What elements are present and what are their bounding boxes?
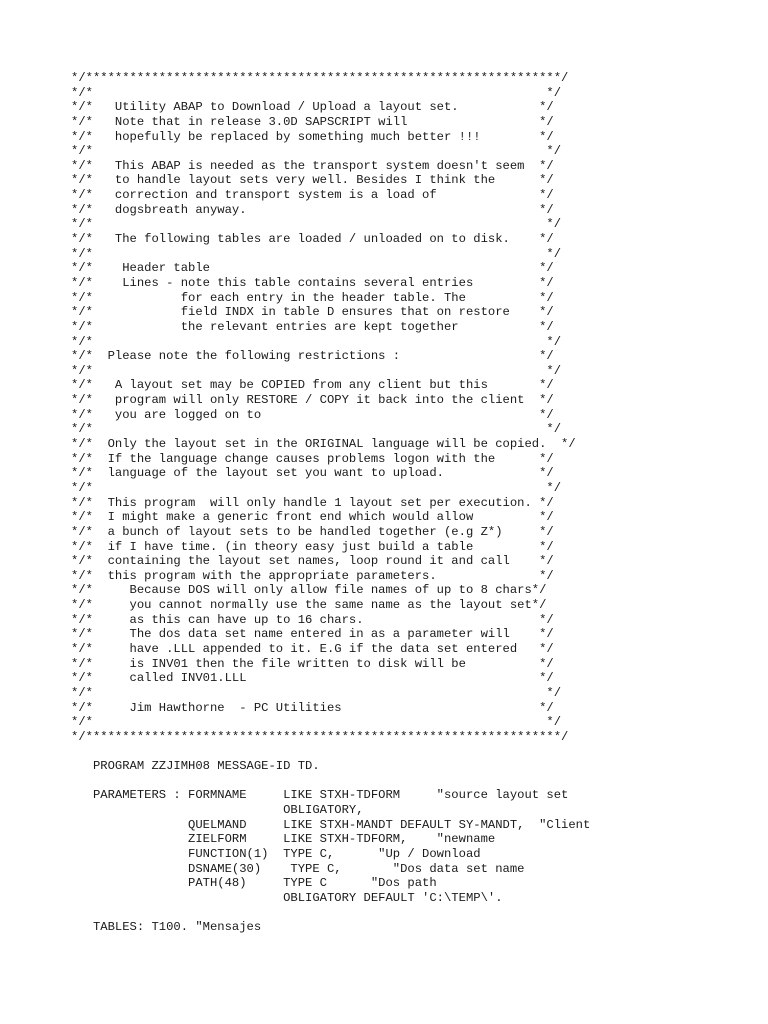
code-line: */* dogsbreath anyway. */	[71, 202, 554, 217]
abap-source-listing	[71, 71, 761, 935]
code-line: */* the relevant entries are kept together */	[71, 319, 554, 334]
code-line: */* have .LLL appended to it. E.G if the data set entered */	[71, 641, 554, 656]
code-line: */* I might make a generic front end which would allow */	[71, 510, 554, 525]
code-line: */* If the language change causes problems logon with the */	[71, 451, 554, 466]
code-line	[71, 744, 761, 759]
code-line: PATH(48) TYPE C "Dos path	[71, 876, 437, 891]
code-line: DSNAME(30) TYPE C, "Dos data set name	[71, 861, 525, 876]
code-line: */* */	[71, 246, 562, 261]
code-line: */* is INV01 then the file written to disk will be */	[71, 656, 554, 671]
code-line: PARAMETERS : FORMNAME LIKE STXH-TDFORM "source layout set	[71, 788, 569, 803]
code-line: */* Because DOS will only allow file names of up to 8 chars*/	[71, 583, 547, 598]
code-line: FUNCTION(1) TYPE C, "Up / Download	[71, 846, 481, 861]
code-line: */* */	[71, 217, 562, 232]
code-line: */* containing the layout set names, loop round it and call */	[71, 554, 554, 569]
code-line: */* This ABAP is needed as the transport system doesn't seem */	[71, 158, 554, 173]
code-line: */* */	[71, 715, 562, 730]
code-line: */* */	[71, 363, 562, 378]
code-line: */* hopefully be replaced by something much better !!! */	[71, 129, 554, 144]
code-line: PROGRAM ZZJIMH08 MESSAGE-ID TD.	[71, 759, 320, 774]
code-line: ZIELFORM LIKE STXH-TDFORM, "newname	[71, 832, 496, 847]
code-line: */* Only the layout set in the ORIGINAL language will be copied. */	[71, 437, 576, 452]
code-line: */* Please note the following restrictions : */	[71, 349, 554, 364]
code-line: */* */	[71, 422, 562, 437]
code-line: */* */	[71, 480, 562, 495]
code-line: */* this program with the appropriate parameters. */	[71, 568, 554, 583]
code-line: */* Jim Hawthorne - PC Utilities */	[71, 700, 554, 715]
code-line: OBLIGATORY,	[71, 803, 364, 818]
code-line: */* Note that in release 3.0D SAPSCRIPT will */	[71, 114, 554, 129]
code-line: OBLIGATORY DEFAULT 'C:\TEMP\'.	[71, 890, 503, 905]
code-line: */* language of the layout set you want to upload. */	[71, 466, 554, 481]
code-line: */* The dos data set name entered in as a parameter will */	[71, 627, 554, 642]
code-line: */* a bunch of layout sets to be handled together (e.g Z*) */	[71, 524, 554, 539]
code-line: */* The following tables are loaded / unloaded on to disk. */	[71, 232, 554, 247]
code-line: QUELMAND LIKE STXH-MANDT DEFAULT SY-MANDT, "Client	[71, 817, 591, 832]
code-line: */* */	[71, 144, 562, 159]
code-line: */* This program will only handle 1 layout set per execution. */	[71, 495, 554, 510]
code-line: */* correction and transport system is a load of */	[71, 188, 554, 203]
code-line: */* A layout set may be COPIED from any client but this */	[71, 378, 554, 393]
code-line: */* for each entry in the header table. The */	[71, 290, 554, 305]
code-line: */* Utility ABAP to Download / Upload a layout set. */	[71, 100, 554, 115]
code-line: */* field INDX in table D ensures that on restore */	[71, 305, 554, 320]
code-line: */* to handle layout sets very well. Besides I think the */	[71, 173, 554, 188]
code-line: */* */	[71, 685, 562, 700]
document-page	[71, 71, 761, 935]
code-line: */*****************************************************************/	[71, 71, 569, 85]
code-line: */* as this can have up to 16 chars. */	[71, 612, 554, 627]
code-line	[71, 906, 761, 921]
code-line	[71, 774, 761, 789]
code-line: */* */	[71, 334, 562, 349]
code-line: TABLES: T100. "Mensajes	[71, 920, 262, 935]
code-line: */* called INV01.LLL */	[71, 671, 554, 686]
code-line: */* program will only RESTORE / COPY it back into the client */	[71, 393, 554, 408]
code-line: */* you cannot normally use the same name as the layout set*/	[71, 598, 547, 613]
code-line: */* Header table */	[71, 261, 554, 276]
code-line: */* Lines - note this table contains several entries */	[71, 275, 554, 290]
code-line: */* */	[71, 85, 562, 100]
code-line: */* if I have time. (in theory easy just build a table */	[71, 539, 554, 554]
code-line: */* you are logged on to */	[71, 407, 554, 422]
code-line: */*****************************************************************/	[71, 729, 569, 744]
